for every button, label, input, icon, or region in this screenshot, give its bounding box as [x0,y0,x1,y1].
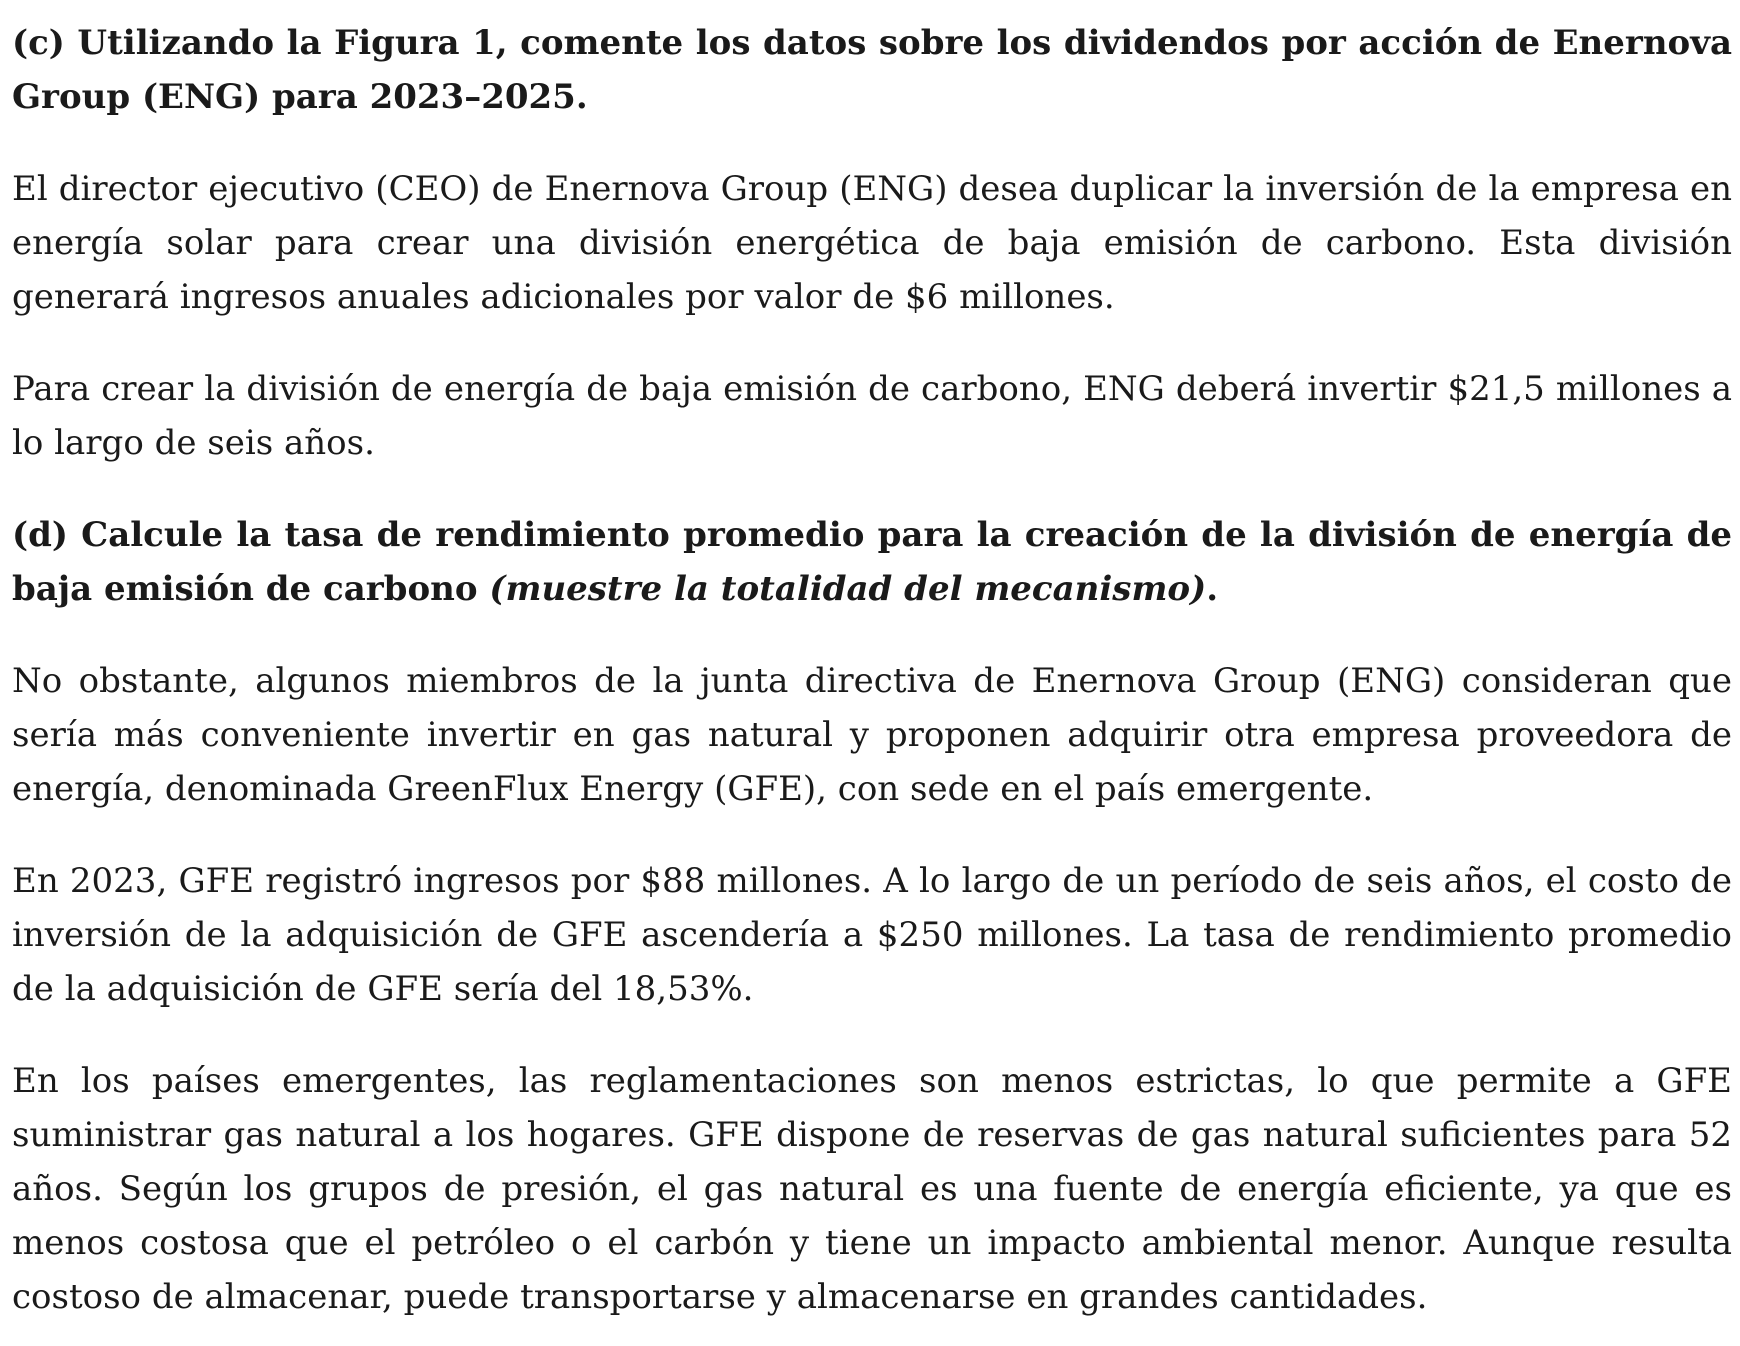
paragraph-ceo-investment: El director ejecutivo (CEO) de Enernova Group (ENG) desea duplicar la inversión de la empresa en energía solar para crear una división energética de baja emisión de carbono. Esta división generará ingresos anuales adicionales por valor de $6 millones. [12,169,1732,317]
question-d-text: (d) Calcule la tasa de rendimiento promedio para la creación de la división de energía de baja emisión de carbono [12,515,1732,609]
paragraph-investment-amount: Para crear la división de energía de baja emisión de carbono, ENG deberá invertir $21,5 millones a lo largo de seis años. [12,369,1732,463]
question-d [12,508,1732,616]
paragraph-board-proposal: No obstante, algunos miembros de la junta directiva de Enernova Group (ENG) consideran que sería más conveniente invertir en gas natural y proponen adquirir otra empresa proveedora de energía, denominada GreenFlux Energy (GFE), con sede en el país emergente. [12,661,1732,809]
paragraph-emerging-markets: En los países emergentes, las reglamentaciones son menos estrictas, lo que permite a GFE suministrar gas natural a los hogares. GFE dispone de reservas de gas natural suficientes para 52 años. Según los grupos de presión, el gas natural es una fuente de energía eficiente, ya que es menos costosa que el petróleo o el carbón y tiene un impacto ambiental menor. Aunque resulta costoso de almacenar, puede transportarse y almacenarse en grandes cantidades. [12,1061,1732,1317]
document-page [12,16,1732,1324]
question-c: (c) Utilizando la Figura 1, comente los datos sobre los dividendos por acción de Enernova Group (ENG) para 2023–2025. [12,23,1732,117]
paragraph-gfe-revenue: En 2023, GFE registró ingresos por $88 millones. A lo largo de un período de seis años, el costo de inversión de la adquisición de GFE ascendería a $250 millones. La tasa de rendimiento promedio de la adquisición de GFE sería del 18,53%. [12,861,1732,1009]
question-d-instruction: (muestre la totalidad del mecanismo) [489,569,1207,609]
question-d-period: . [1206,569,1219,609]
